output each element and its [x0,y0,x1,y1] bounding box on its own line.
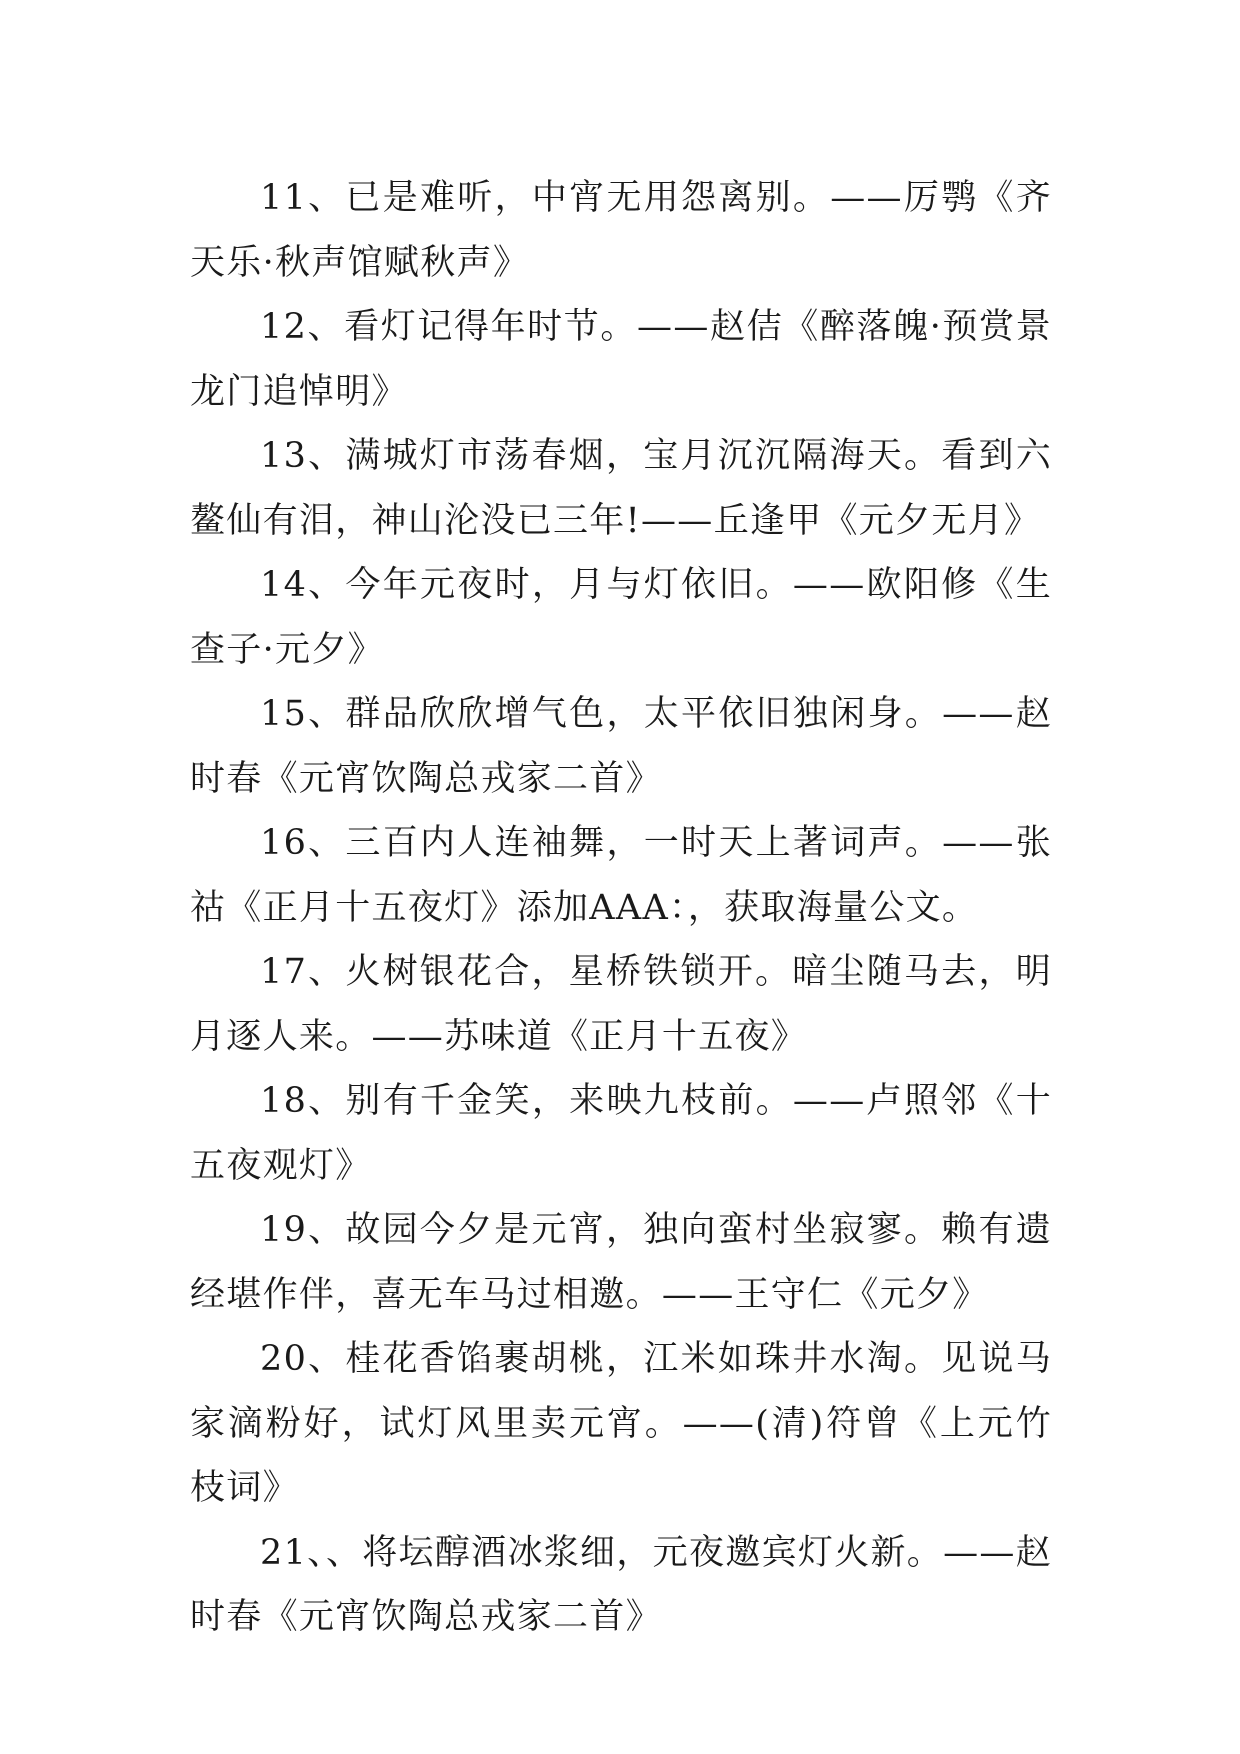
poem-entry-20: 20、桂花香馅裹胡桃，江米如珠井水淘。见说马家滴粉好，试灯风里卖元宵。——(清)符曾《上元竹枝词》 [190,1339,1052,1508]
poem-entry-13: 13、满城灯市荡春烟，宝月沉沉隔海天。看到六鳌仙有泪，神山沦没已三年!——丘逢甲《元夕无月》 [190,436,1052,541]
poem-entry-11: 11、已是难听，中宵无用怨离别。——厉鹗《齐天乐·秋声馆赋秋声》 [190,178,1052,283]
poem-entry-19: 19、故园今夕是元宵，独向蛮村坐寂寥。赖有遗经堪作伴，喜无车马过相邀。——王守仁《元夕》 [190,1210,1052,1315]
document-page [190,166,1052,1650]
poem-entry-12: 12、看灯记得年时节。——赵佶《醉落魄·预赏景龙门追悼明》 [190,307,1052,412]
poem-entry-21: 21、、将坛醇酒冰浆细，元夜邀宾灯火新。——赵时春《元宵饮陶总戎家二首》 [190,1532,1052,1637]
poem-entry-15: 15、群品欣欣增气色，太平依旧独闲身。——赵时春《元宵饮陶总戎家二首》 [190,694,1052,799]
poem-entry-18: 18、别有千金笑，来映九枝前。——卢照邻《十五夜观灯》 [190,1081,1052,1186]
poem-entry-16: 16、三百内人连袖舞，一时天上著词声。——张祜《正月十五夜灯》添加AAA：，获取海量公文。 [190,823,1052,928]
poem-entry-17: 17、火树银花合，星桥铁锁开。暗尘随马去，明月逐人来。——苏味道《正月十五夜》 [190,952,1052,1057]
poem-entry-14: 14、今年元夜时，月与灯依旧。——欧阳修《生查子·元夕》 [190,565,1052,670]
